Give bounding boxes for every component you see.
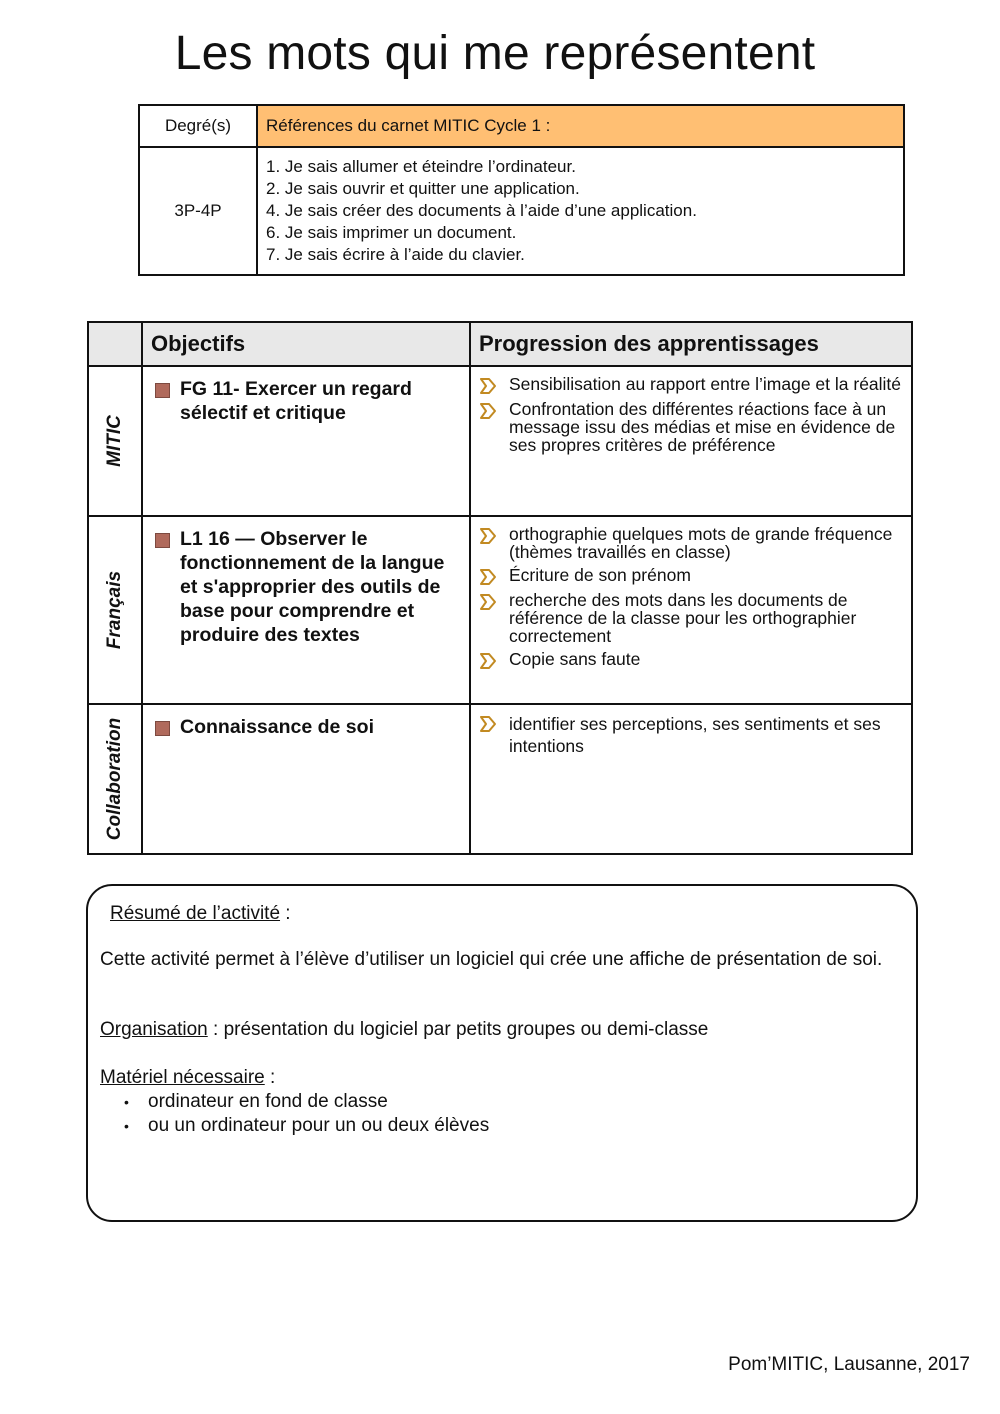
objective-cell bbox=[142, 704, 470, 854]
progression-cell bbox=[470, 516, 912, 704]
list-item: Copie sans faute bbox=[479, 650, 903, 670]
degree-value: 3P-4P bbox=[139, 147, 257, 275]
square-bullet-icon bbox=[155, 721, 170, 736]
domain-label: Collaboration bbox=[104, 717, 125, 841]
square-bullet-icon bbox=[155, 533, 170, 548]
objectives-table bbox=[87, 321, 913, 855]
arrow-bullet-icon bbox=[479, 652, 497, 670]
list-item: Écriture de son prénom bbox=[479, 566, 903, 586]
arrow-bullet-icon bbox=[479, 527, 497, 545]
references-table bbox=[138, 104, 905, 276]
arrow-bullet-icon bbox=[479, 568, 497, 586]
references-header: Références du carnet MITIC Cycle 1 : bbox=[257, 105, 904, 147]
references-list bbox=[257, 147, 904, 275]
domain-label: Français bbox=[104, 570, 125, 650]
list-item: recherche des mots dans les documents de référence de la classe pour les orthographier correctement bbox=[479, 591, 903, 645]
domain-cell bbox=[88, 366, 142, 516]
domain-cell bbox=[88, 516, 142, 704]
domain-label: MITIC bbox=[104, 415, 125, 467]
arrow-bullet-icon bbox=[479, 715, 497, 733]
domain-cell bbox=[88, 704, 142, 854]
reference-item: 2. Je sais ouvrir et quitter une application. bbox=[266, 179, 580, 198]
square-bullet-icon bbox=[155, 383, 170, 398]
reference-item: 1. Je sais allumer et éteindre l’ordinateur. bbox=[266, 157, 576, 176]
summary-organisation: Organisation : présentation du logiciel par petits groupes ou demi-classe bbox=[100, 1019, 709, 1040]
arrow-bullet-icon bbox=[479, 402, 497, 420]
bullet-icon: • bbox=[124, 1118, 129, 1134]
list-item: identifier ses perceptions, ses sentiments et ses intentions bbox=[479, 713, 903, 757]
summary-heading: Résumé de l’activité : bbox=[110, 903, 291, 924]
objective-cell bbox=[142, 516, 470, 704]
progression-cell bbox=[470, 366, 912, 516]
table-row bbox=[88, 704, 912, 854]
progression-cell bbox=[470, 704, 912, 854]
arrow-bullet-icon bbox=[479, 593, 497, 611]
degree-header: Degré(s) bbox=[139, 105, 257, 147]
bullet-icon: • bbox=[124, 1094, 129, 1110]
objective-text: FG 11- Exercer un regard sélectif et critique bbox=[180, 378, 412, 424]
summary-material-heading: Matériel nécessaire : bbox=[100, 1067, 276, 1088]
reference-item: 7. Je sais écrire à l’aide du clavier. bbox=[266, 245, 525, 264]
arrow-bullet-icon bbox=[479, 377, 497, 395]
list-item: • ordinateur en fond de classe bbox=[124, 1091, 388, 1112]
summary-description: Cette activité permet à l’élève d’utiliser un logiciel qui crée une affiche de présentation de soi. bbox=[100, 949, 883, 970]
objective-text: Connaissance de soi bbox=[180, 716, 374, 738]
reference-item: 6. Je sais imprimer un document. bbox=[266, 223, 517, 242]
page-title: Les mots qui me représentent bbox=[174, 27, 816, 80]
list-item: Confrontation des différentes réactions face à un message issu des médias et mise en évidence de ses propres critères de préférence bbox=[479, 400, 903, 454]
table-row bbox=[88, 366, 912, 516]
summary-box bbox=[86, 884, 918, 1222]
objective-text: L1 16 — Observer le fonctionnement de la langue et s'approprier des outils de base pour comprendre et produire des textes bbox=[180, 528, 445, 646]
reference-item: 4. Je sais créer des documents à l’aide d’une application. bbox=[266, 201, 697, 220]
objectives-column-header: Objectifs bbox=[142, 322, 470, 366]
material-list bbox=[124, 1090, 489, 1138]
objective-cell bbox=[142, 366, 470, 516]
footer-credit: Pom’MITIC, Lausanne, 2017 bbox=[728, 1354, 970, 1375]
table-row bbox=[88, 516, 912, 704]
list-item: Sensibilisation au rapport entre l’image et la réalité bbox=[479, 375, 903, 395]
list-item: orthographie quelques mots de grande fréquence (thèmes travaillés en classe) bbox=[479, 525, 903, 561]
list-item: • ou un ordinateur pour un ou deux élèves bbox=[124, 1115, 490, 1136]
table-corner bbox=[88, 322, 142, 366]
progression-column-header: Progression des apprentissages bbox=[470, 322, 912, 366]
